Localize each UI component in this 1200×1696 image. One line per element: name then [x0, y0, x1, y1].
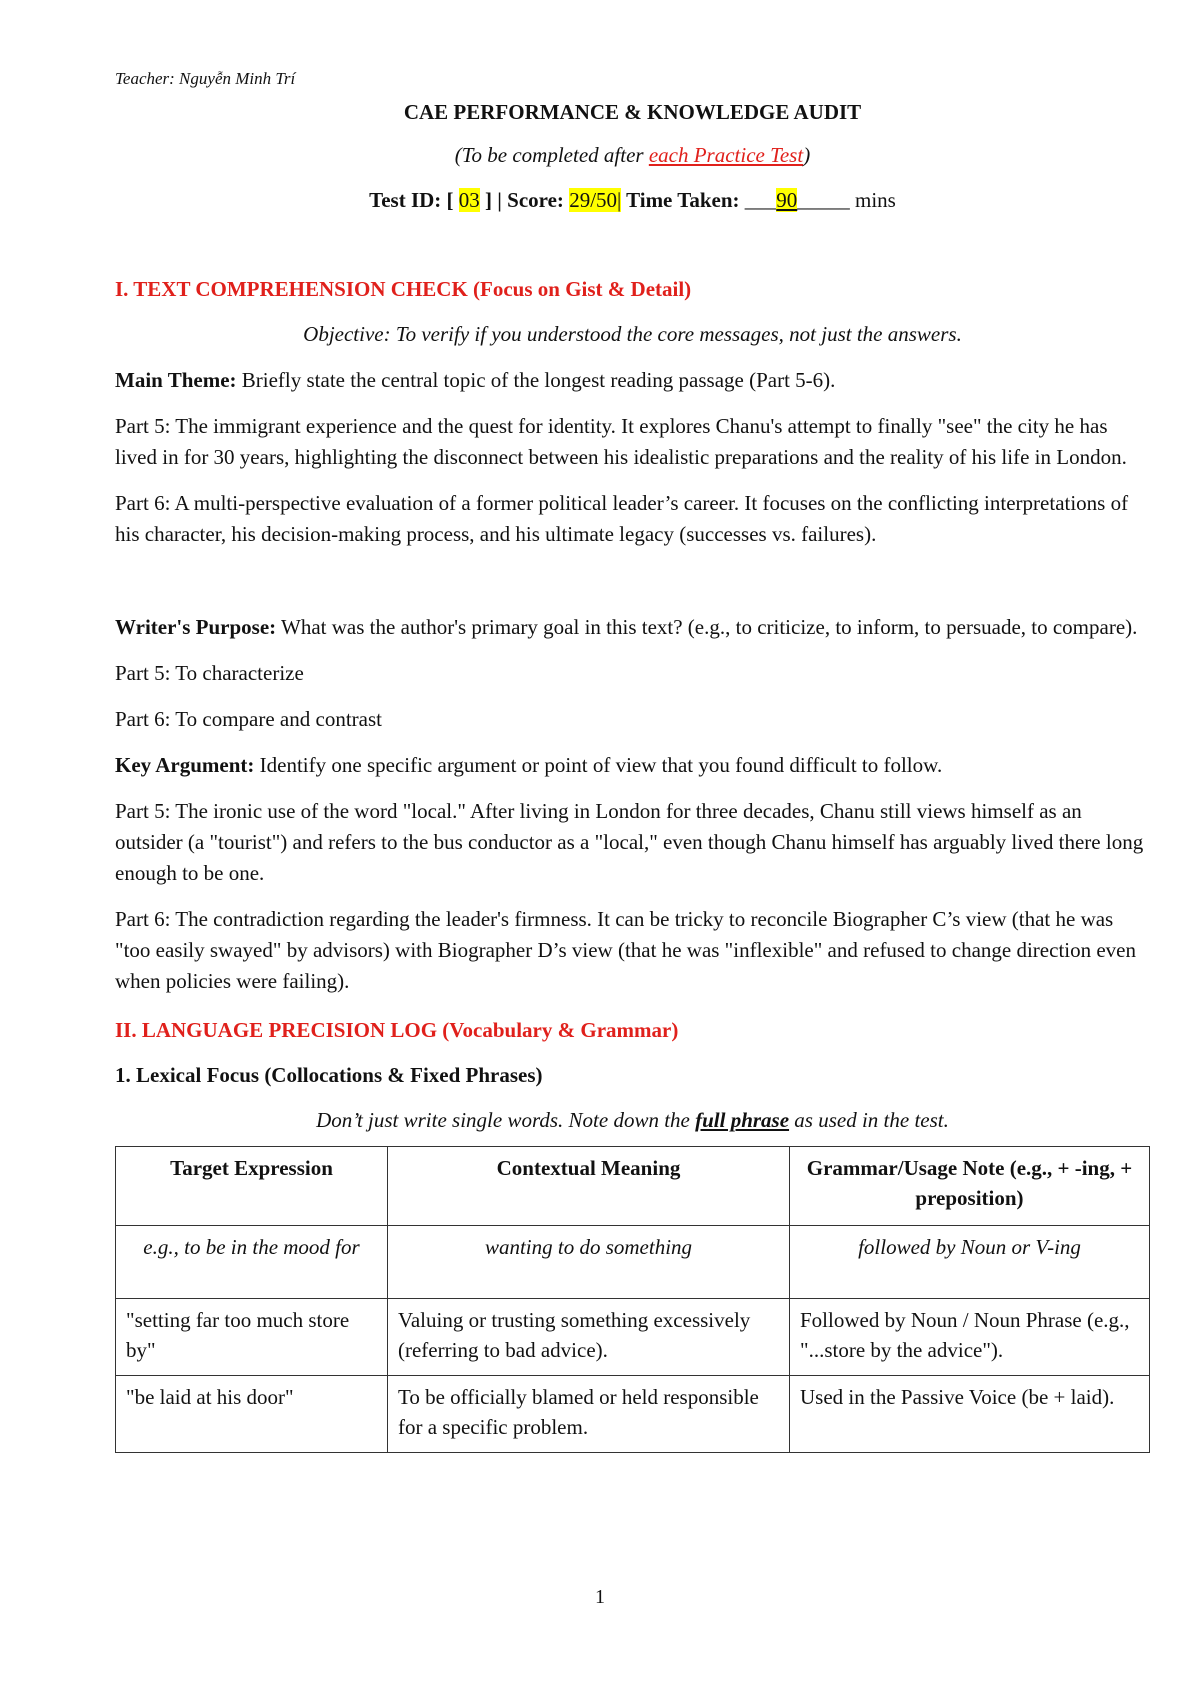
row-usage-note: Followed by Noun / Noun Phrase (e.g., "...store by the advice").: [790, 1299, 1150, 1376]
document-subtitle: [115, 140, 1150, 171]
header-grammar-usage-note: Grammar/Usage Note (e.g., + -ing, + preposition): [790, 1147, 1150, 1226]
test-info-line: [115, 185, 1150, 216]
table-row: [116, 1376, 1150, 1453]
main-theme-part5: Part 5: The immigrant experience and the quest for identity. It explores Chanu's attempt to finally "see" the city he has lived in for 30 years, highlighting the disconnect between his idealistic preparations and the reality of his life in London.: [115, 414, 1127, 469]
test-id-open: [: [441, 188, 459, 212]
table-example-row: [116, 1226, 1150, 1299]
document-content: [115, 68, 1150, 1453]
header-target-expression: Target Expression: [116, 1147, 388, 1226]
row-expression: "be laid at his door": [116, 1376, 388, 1453]
time-taken-label: Time Taken:: [621, 188, 740, 212]
test-id-close: ] |: [479, 188, 508, 212]
section1-heading: I. TEXT COMPREHENSION CHECK (Focus on Gist & Detail): [115, 277, 692, 301]
main-theme-prompt: [115, 365, 1150, 396]
writers-purpose-part6: Part 6: To compare and contrast: [115, 707, 382, 731]
main-theme-label: Main Theme:: [115, 368, 237, 392]
lexical-focus-heading: 1. Lexical Focus (Collocations & Fixed Phrases): [115, 1063, 543, 1087]
time-taken-value: 90: [776, 188, 798, 212]
score-label: Score:: [507, 188, 564, 212]
subtitle-suffix: ): [803, 143, 811, 167]
document-title: CAE PERFORMANCE & KNOWLEDGE AUDIT: [403, 100, 862, 124]
writers-purpose-prompt: [115, 612, 1150, 643]
key-argument-label: Key Argument:: [115, 753, 255, 777]
table-header-row: [116, 1147, 1150, 1226]
test-id-label: Test ID:: [369, 188, 442, 212]
key-argument-part5: Part 5: The ironic use of the word "local." After living in London for three decades, Chanu still views himself as an outsider (a "tourist") and refers to the bus conductor as a "local," even though Chanu himself has arguably lived there long enough to be one.: [115, 799, 1144, 885]
writers-purpose-part5: Part 5: To characterize: [115, 661, 304, 685]
table-row: [116, 1299, 1150, 1376]
section1-objective: Objective: To verify if you understood the core messages, not just the answers.: [303, 322, 962, 346]
key-argument-text: Identify one specific argument or point of view that you found difficult to follow.: [254, 753, 943, 777]
example-usage-note: followed by Noun or V-ing: [790, 1226, 1150, 1299]
note-emphasis: full phrase: [695, 1108, 790, 1132]
teacher-name: Teacher: Nguyễn Minh Trí: [115, 69, 296, 88]
test-id-value: 03: [458, 188, 480, 212]
key-argument-prompt: [115, 750, 1150, 781]
time-blank-before: ___: [739, 188, 777, 212]
page-number: 1: [595, 1586, 605, 1608]
row-usage-note: Used in the Passive Voice (be + laid).: [790, 1376, 1150, 1453]
main-theme-text: Briefly state the central topic of the longest reading passage (Part 5-6).: [236, 368, 836, 392]
note-suffix: as used in the test.: [789, 1108, 949, 1132]
header-contextual-meaning: Contextual Meaning: [388, 1147, 790, 1226]
row-meaning: Valuing or trusting something excessively (referring to bad advice).: [388, 1299, 790, 1376]
key-argument-part6: Part 6: The contradiction regarding the leader's firmness. It can be tricky to reconcile Biographer C’s view (that he was "too easily swayed" by advisors) with Biographer D’s view (that he was "inflexible" and refused to change direction even when policies were failing).: [115, 907, 1137, 993]
writers-purpose-label: Writer's Purpose:: [115, 615, 277, 639]
lexical-focus-note: [115, 1105, 1150, 1136]
row-meaning: To be officially blamed or held responsible for a specific problem.: [388, 1376, 790, 1453]
score-value: 29/50|: [569, 188, 622, 212]
main-theme-part6: Part 6: A multi-perspective evaluation of a former political leader’s career. It focuses on the conflicting interpretations of his character, his decision-making process, and his ultimate legacy (successes vs. failures).: [115, 491, 1129, 546]
time-unit: mins: [849, 188, 896, 212]
language-log-table: [115, 1146, 1150, 1453]
section2-heading: II. LANGUAGE PRECISION LOG (Vocabulary & Grammar): [115, 1018, 679, 1042]
row-expression: "setting far too much store by": [116, 1299, 388, 1376]
practice-test-link[interactable]: each Practice Test: [648, 143, 804, 167]
writers-purpose-text: What was the author's primary goal in this text? (e.g., to criticize, to inform, to persuade, to compare).: [276, 615, 1138, 639]
subtitle-prefix: (To be completed after: [454, 143, 649, 167]
time-blank-after: _____: [797, 188, 850, 212]
note-prefix: Don’t just write single words. Note down the: [316, 1108, 696, 1132]
example-meaning: wanting to do something: [388, 1226, 790, 1299]
example-expression: e.g., to be in the mood for: [116, 1226, 388, 1299]
